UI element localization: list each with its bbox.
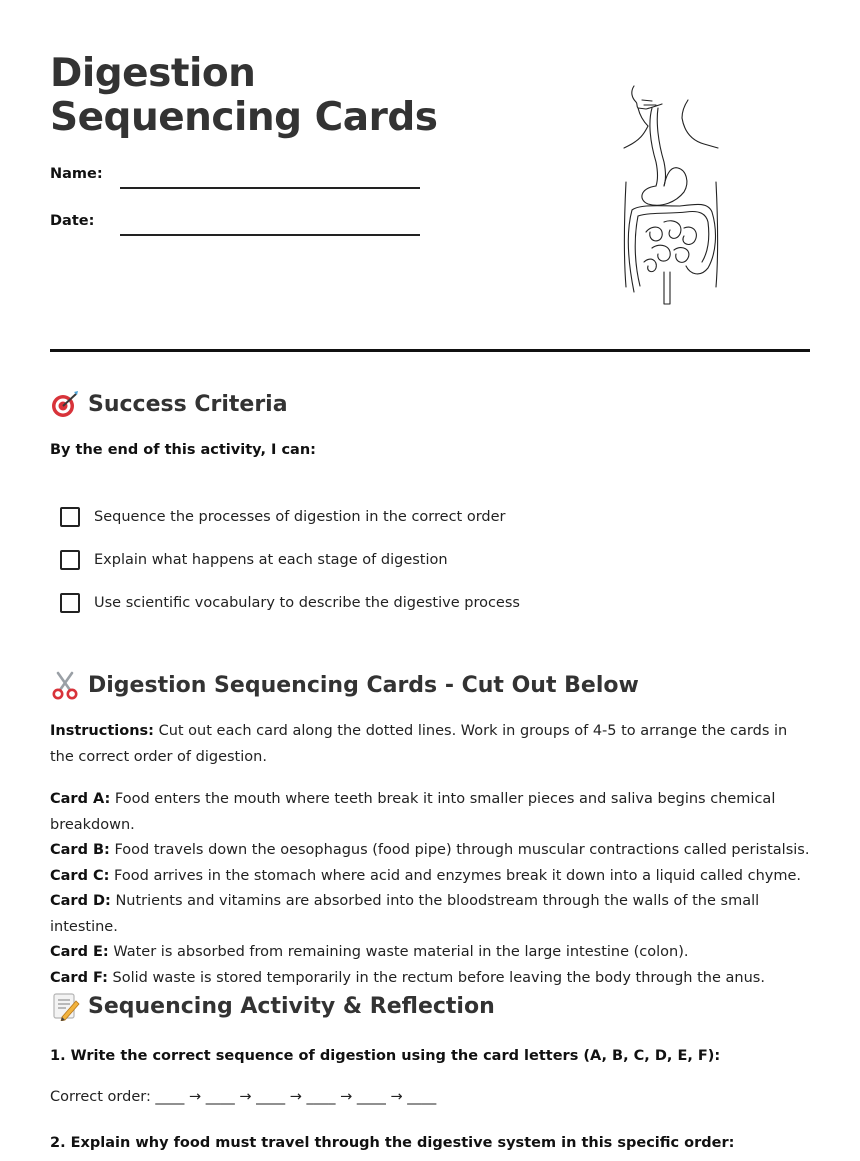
card-text: Solid waste is stored temporarily in the rectum before leaving the body through the anus. xyxy=(107,969,765,986)
success-criteria-heading xyxy=(50,389,288,419)
criteria-checkbox[interactable] xyxy=(60,550,80,570)
digestive-system-illustration xyxy=(600,82,740,312)
card-text: Water is absorbed from remaining waste material in the large intestine (colon). xyxy=(108,944,689,960)
card-list xyxy=(50,787,810,991)
card-label: Card E: xyxy=(50,944,109,960)
card-item xyxy=(50,864,810,890)
card-item xyxy=(50,787,810,838)
instructions xyxy=(50,719,810,770)
card-item xyxy=(50,966,810,992)
card-item xyxy=(50,940,810,966)
success-criteria-title: Success Criteria xyxy=(88,391,288,417)
card-text: Nutrients and vitamins are absorbed into the bloodstream through the walls of the small intestine. xyxy=(50,893,760,935)
card-text: Food arrives in the stomach where acid and enzymes break it down into a liquid called chyme. xyxy=(109,867,801,884)
criteria-text: Explain what happens at each stage of digestion xyxy=(94,552,448,568)
cards-section-heading xyxy=(50,670,639,700)
card-text: Food travels down the oesophagus (food pipe) through muscular contractions called peristalsis. xyxy=(109,842,810,858)
section-divider xyxy=(50,349,810,352)
card-label: Card A: xyxy=(50,791,111,807)
success-intro: By the end of this activity, I can: xyxy=(50,442,316,458)
criteria-checkbox[interactable] xyxy=(60,593,80,613)
card-text: Food enters the mouth where teeth break it into smaller pieces and saliva begins chemical breakdown. xyxy=(50,791,776,833)
instructions-label: Instructions: xyxy=(50,723,154,739)
criteria-text: Sequence the processes of digestion in the correct order xyxy=(94,509,506,525)
card-label: Card F: xyxy=(50,969,108,986)
scissors-icon xyxy=(50,670,80,700)
criteria-checkbox[interactable] xyxy=(60,507,80,527)
card-item xyxy=(50,838,810,864)
target-icon xyxy=(50,389,80,419)
page-title: Digestion Sequencing Cards xyxy=(50,51,438,140)
date-field[interactable] xyxy=(120,234,420,236)
card-label: Card C: xyxy=(50,867,110,884)
cards-section-title: Digestion Sequencing Cards - Cut Out Below xyxy=(88,672,639,698)
correct-order-line[interactable]: Correct order: ____ → ____ → ____ → ____ → ____ → ____ xyxy=(50,1089,437,1105)
question-2: 2. Explain why food must travel through the digestive system in this specific order: xyxy=(50,1135,735,1151)
name-field[interactable] xyxy=(120,187,420,189)
activity-title: Sequencing Activity & Reflection xyxy=(88,993,495,1019)
criteria-item[interactable] xyxy=(60,550,448,570)
criteria-text: Use scientific vocabulary to describe the digestive process xyxy=(94,595,520,611)
date-label: Date: xyxy=(50,213,95,229)
memo-icon xyxy=(50,991,80,1021)
name-label: Name: xyxy=(50,166,103,182)
card-item xyxy=(50,889,810,940)
criteria-item[interactable] xyxy=(60,507,506,527)
card-label: Card D: xyxy=(50,893,111,909)
question-1: 1. Write the correct sequence of digestion using the card letters (A, B, C, D, E, F): xyxy=(50,1048,721,1064)
card-label: Card B: xyxy=(50,842,110,858)
instructions-text: Cut out each card along the dotted lines. Work in groups of 4-5 to arrange the cards in the correct order of digestion. xyxy=(50,723,788,765)
activity-heading xyxy=(50,991,495,1021)
criteria-item[interactable] xyxy=(60,593,520,613)
